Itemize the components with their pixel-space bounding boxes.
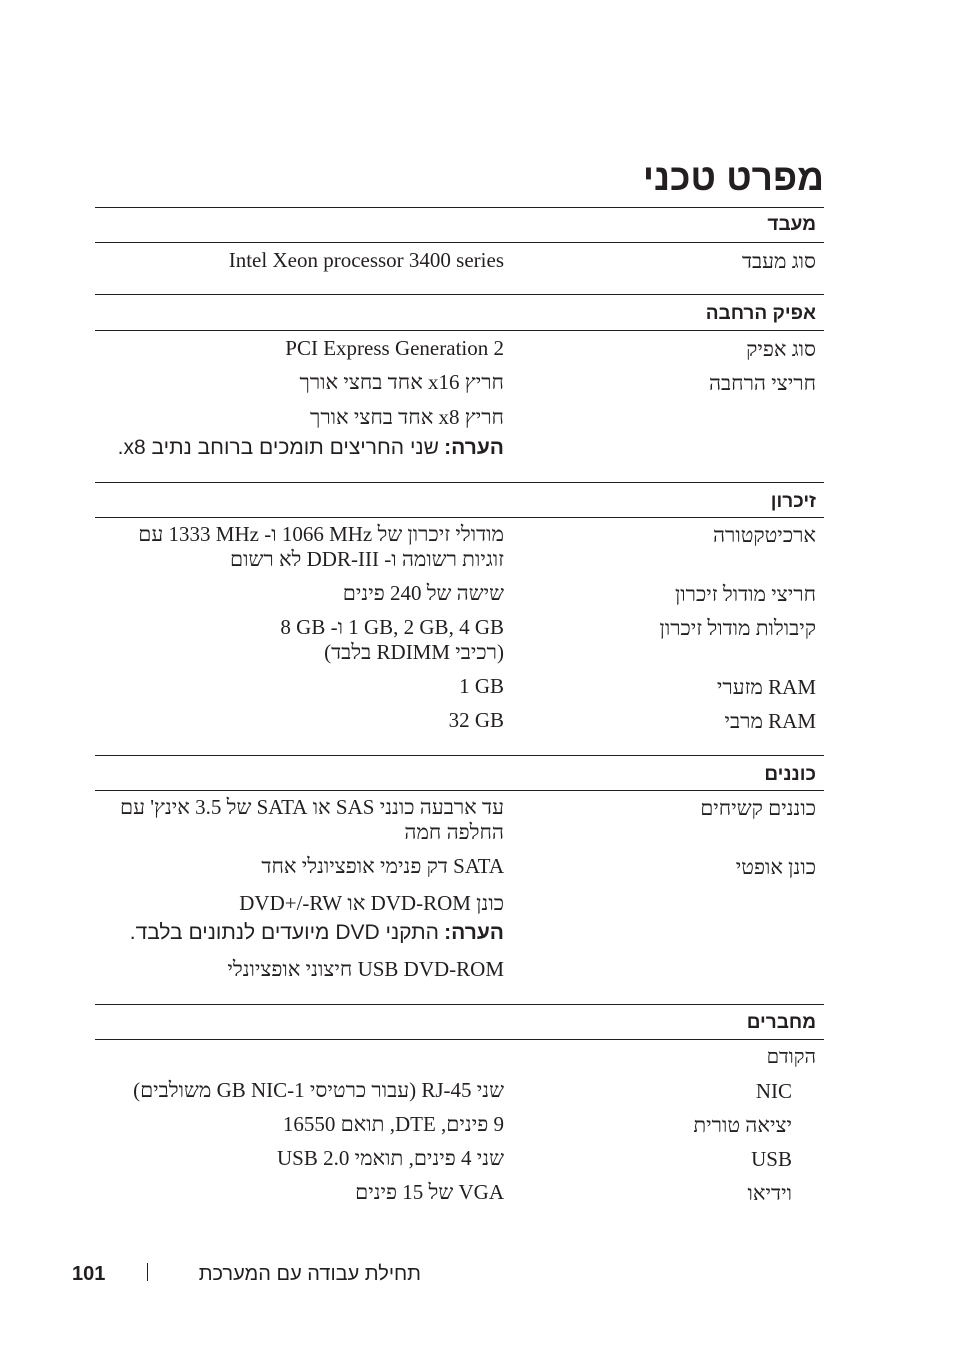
heading-underline [95, 517, 824, 518]
section-heading-drives: כוננים [764, 764, 816, 785]
section-heading-expansion-bus: אפיק הרחבה [705, 303, 816, 324]
spec-value: 1 GB [459, 674, 504, 698]
spec-value: VGA של 15 פינים [355, 1180, 504, 1204]
note [84, 920, 504, 945]
spec-label: חריצי הרחבה [708, 371, 816, 395]
spec-label: סוג מעבד [741, 249, 816, 273]
spec-label: כונן אופטי [735, 855, 816, 879]
spec-label: קיבולות מודול זיכרון [659, 616, 816, 640]
spec-value: Intel Xeon processor 3400 series [228, 248, 504, 272]
spec-value: ‎1 GB, 2 GB, 4 GB‎ ו- ‎8 GB (רכיבי RDIMM בלבד) [280, 615, 504, 664]
section-heading-connectors: מחברים [746, 1012, 816, 1033]
page-number: 101 [72, 1263, 106, 1285]
spec-label: יציאה טורית [693, 1113, 792, 1137]
section-rule [95, 755, 824, 756]
spec-label: USB [751, 1147, 792, 1171]
section-rule [95, 1004, 824, 1005]
page-title: מפרט טכני [642, 157, 824, 198]
spec-value: 9 פינים, DTE, תואם 16550 [282, 1112, 504, 1136]
section-rule [95, 482, 824, 483]
spec-value: שני 4 פינים, תואמי USB 2.0 [276, 1146, 504, 1170]
section-rule [95, 207, 824, 208]
footer-divider [147, 1263, 148, 1281]
note-text: התקני DVD מיועדים לנתונים בלבד. [129, 921, 439, 944]
heading-underline [95, 1039, 824, 1040]
spec-label: כוננים קשיחים [700, 796, 816, 820]
spec-label: סוג אפיק [746, 337, 816, 361]
spec-value: עד ארבעה כונני SAS או SATA של ‎3.5‎ אינץ' עם החלפה חמה [119, 795, 504, 844]
section-rule [95, 294, 824, 295]
spec-value: USB DVD-ROM חיצוני אופציונלי [227, 957, 504, 981]
spec-value: שישה של 240 פינים [342, 581, 504, 605]
spec-label: וידיאו [747, 1181, 792, 1205]
spec-label: RAM מזערי [716, 675, 816, 699]
spec-label: ארכיטקטורה [712, 523, 816, 547]
spec-value: 32 GB [448, 708, 504, 732]
spec-label: NIC [755, 1079, 792, 1103]
spec-value: חריץ x8 אחד בחצי אורך [310, 405, 504, 429]
connectors-sub-label: הקודם [766, 1046, 816, 1068]
spec-value: חריץ x16 אחד בחצי אורך [299, 370, 504, 394]
spec-value: מודולי זיכרון של ‎1066 MHz‎ ו- ‎1333 MHz‎ עם זוגיות רשומה ו- DDR-III לא רשום [138, 522, 504, 571]
note-text: שני החריצים תומכים ברוחב נתיב x8. [117, 436, 439, 459]
heading-underline [95, 790, 824, 791]
note [84, 435, 504, 460]
spec-value: שני RJ-45 (עבור כרטיסי 1-GB NIC משולבים) [133, 1078, 504, 1102]
spec-value: PCI Express Generation 2 [285, 336, 504, 360]
footer-chapter-title: תחילת עבודה עם המערכת [198, 1263, 421, 1285]
spec-label: RAM מרבי [724, 709, 816, 733]
spec-label: חריצי מודול זיכרון [674, 582, 816, 606]
spec-value: SATA דק פנימי אופציונלי אחד [261, 854, 504, 878]
section-heading-memory: זיכרון [770, 491, 816, 512]
heading-underline [95, 242, 824, 243]
note-title: הערה: [444, 921, 504, 944]
heading-underline [95, 330, 824, 331]
note-title: הערה: [444, 436, 504, 459]
section-heading-processor: מעבד [767, 214, 816, 235]
spec-value: כונן DVD-ROM או DVD+/-RW [239, 891, 504, 915]
